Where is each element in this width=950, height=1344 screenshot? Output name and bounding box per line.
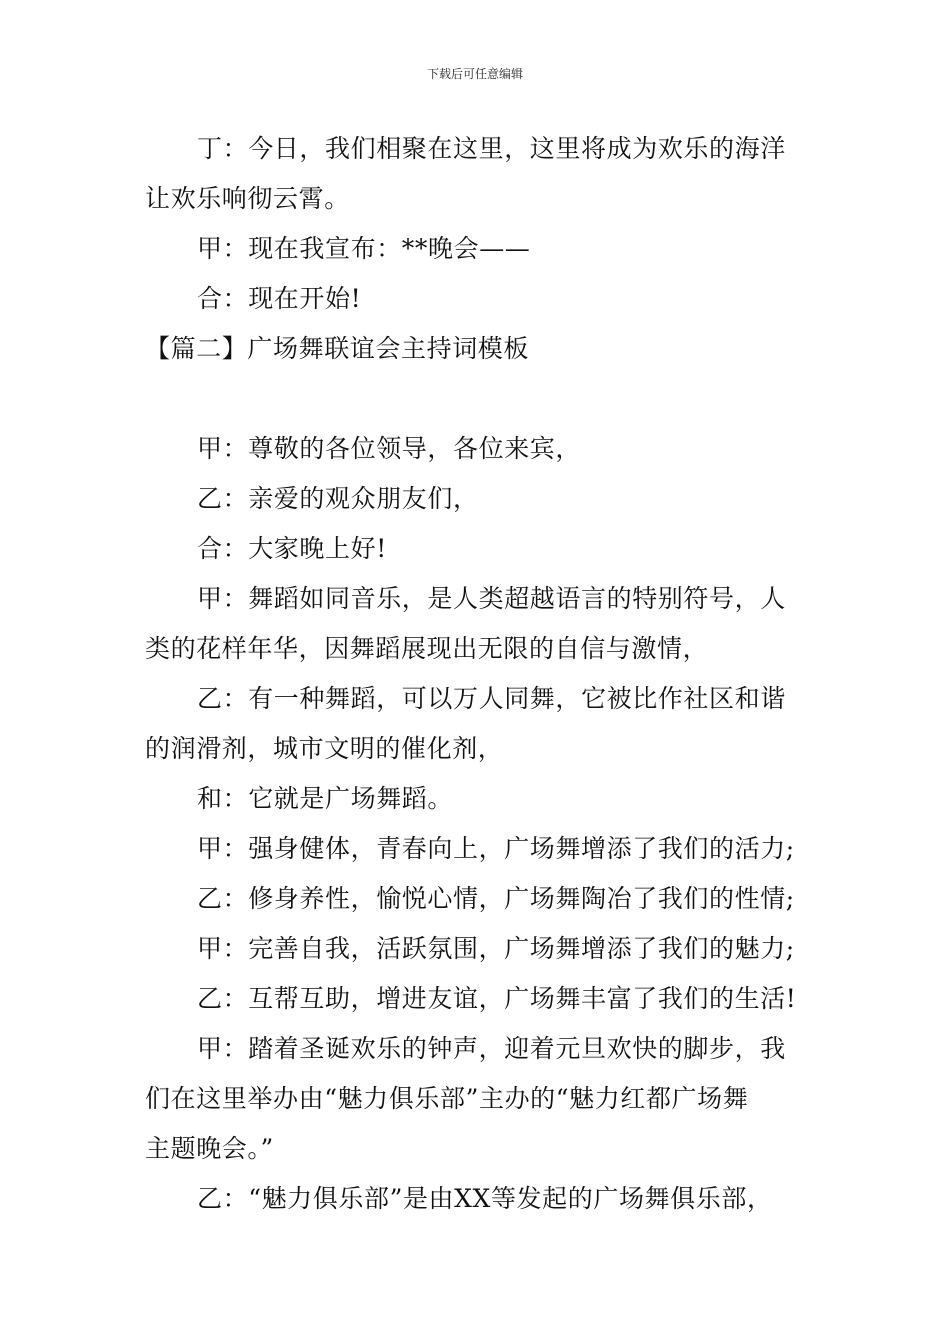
paragraph-line: 甲：强身健体，青春向上，广场舞增添了我们的活力; [197,834,795,863]
paragraph-line: 乙：修身养性，愉悦心情，广场舞陶冶了我们的性情; [197,884,795,913]
paragraph-line: 合：现在开始! [197,284,362,313]
paragraph-line: 乙：互帮互助，增进友谊，广场舞丰富了我们的生活! [197,984,797,1013]
paragraph-line: 的润滑剂，城市文明的催化剂， [145,734,504,763]
paragraph-line: 们在这里举办由“魅力俱乐部”主办的“魅力红都广场舞 [145,1084,749,1113]
paragraph-line: 让欢乐响彻云霄。 [145,184,350,213]
paragraph-line: 类的花样年华，因舞蹈展现出无限的自信与激情， [145,634,709,663]
paragraph-line: 和：它就是广场舞蹈。 [197,784,454,813]
paragraph-line: 合：大家晚上好! [197,534,387,563]
page-header-note: 下载后可任意编辑 [426,67,523,81]
blank-line [145,374,810,424]
paragraph-line: 甲：尊敬的各位领导，各位来宾， [197,434,582,463]
paragraph-line: 甲：完善自我，活跃氛围，广场舞增添了我们的魅力; [197,934,795,963]
paragraph-line: 甲：踏着圣诞欢乐的钟声，迎着元旦欢快的脚步，我 [197,1034,786,1063]
section-heading: 【篇二】广场舞联谊会主持词模板 [145,334,530,363]
paragraph-line: 乙：有一种舞蹈，可以万人同舞，它被比作社区和谐 [197,684,786,713]
document-body [145,124,810,1224]
paragraph-line: 甲：舞蹈如同音乐，是人类超越语言的特别符号，人 [197,584,786,613]
paragraph-line: 主题晚会。” [145,1134,274,1163]
paragraph-line: 乙：“魅力俱乐部”是由XX等发起的广场舞俱乐部， [197,1184,773,1213]
paragraph-line: 乙：亲爱的观众朋友们， [197,484,479,513]
paragraph-line: 甲：现在我宣布：**晚会—— [197,234,531,263]
paragraph-line: 丁：今日，我们相聚在这里，这里将成为欢乐的海洋 [197,134,786,163]
